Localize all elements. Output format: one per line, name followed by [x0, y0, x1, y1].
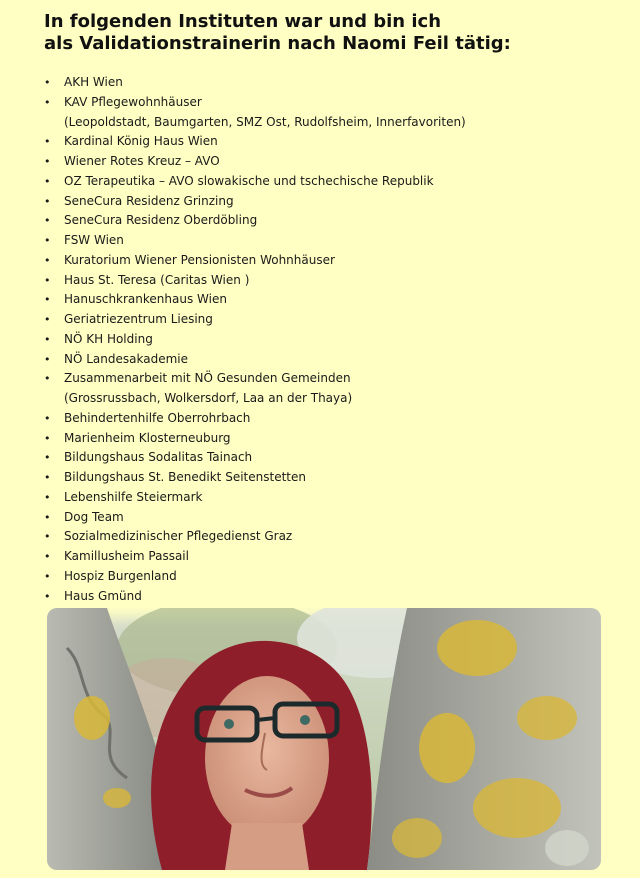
institute-label: Hospiz Burgenland [64, 568, 177, 583]
institute-label: NÖ Landesakademie [64, 351, 188, 366]
list-item [44, 508, 466, 528]
institute-label: Zusammenarbeit mit NÖ Gesunden Gemeinden [64, 371, 351, 386]
list-item [44, 547, 466, 567]
institute-label: Bildungshaus St. Benedikt Seitenstetten [64, 470, 306, 484]
heading-line-2: als Validationstrainerin nach Naomi Feil tätig: [44, 33, 511, 54]
institute-label: SeneCura Residenz Oberdöbling [64, 213, 258, 228]
list-item [44, 271, 466, 291]
list-item [44, 231, 466, 251]
institute-label: SeneCura Residenz Grinzing [64, 193, 234, 208]
institute-label: Wiener Rotes Kreuz – AVO [64, 154, 220, 168]
institute-label: Sozialmedizinischer Pflegedienst Graz [64, 529, 293, 544]
institute-label: Haus Gmünd [64, 588, 142, 603]
list-item [44, 172, 466, 192]
heading-line-1: In folgenden Instituten war und bin ich [44, 11, 442, 32]
bullet-icon: • [44, 569, 51, 583]
bullet-icon: • [44, 332, 51, 346]
bullet-icon: • [44, 372, 51, 386]
portrait-photo [47, 608, 601, 870]
bullet-icon: • [44, 510, 51, 524]
bullet-icon: • [44, 214, 51, 228]
institute-label: Hanuschkrankenhaus Wien [64, 292, 227, 307]
bullet-icon: • [44, 352, 51, 366]
bullet-icon: • [44, 431, 51, 445]
bullet-icon: • [44, 155, 51, 168]
list-item [44, 429, 466, 449]
institute-label: Marienheim Klosterneuburg [64, 430, 231, 445]
institute-label: Kamillusheim Passail [64, 549, 189, 563]
institute-sublocations: (Leopoldstadt, Baumgarten, SMZ Ost, Rudolfsheim, Innerfavoriten) [64, 114, 466, 129]
institute-label: Behindertenhilfe Oberrohrbach [64, 410, 251, 425]
bullet-icon: • [44, 273, 51, 287]
portrait-illustration [47, 608, 601, 870]
list-item [44, 211, 466, 231]
bullet-icon: • [44, 411, 51, 425]
list-item [44, 73, 466, 93]
institute-label: Lebenshilfe Steiermark [64, 489, 203, 504]
list-item [44, 251, 466, 271]
list-item [44, 448, 466, 468]
bullet-icon: • [44, 313, 51, 326]
institute-label: KAV Pflegewohnhäuser [64, 94, 202, 109]
list-item [44, 152, 466, 172]
list-item [44, 468, 466, 488]
bullet-icon: • [44, 589, 51, 603]
bullet-icon: • [44, 471, 51, 484]
list-item [44, 369, 466, 409]
list-item [44, 330, 466, 350]
bullet-icon: • [44, 550, 51, 563]
bullet-icon: • [44, 76, 51, 89]
institute-label: OZ Terapeutika – AVO slowakische und tschechische Republik [64, 173, 434, 188]
institute-label: AKH Wien [64, 75, 123, 89]
bullet-icon: • [44, 490, 51, 504]
bullet-icon: • [44, 293, 51, 307]
list-item [44, 409, 466, 429]
bullet-icon: • [44, 135, 51, 149]
list-item [44, 192, 466, 212]
institute-label: Dog Team [64, 509, 124, 524]
bullet-icon: • [44, 194, 51, 208]
institute-sublocations: (Grossrussbach, Wolkersdorf, Laa an der Thaya) [64, 391, 353, 405]
list-item [44, 310, 466, 330]
list-item [44, 567, 466, 587]
institute-label: Bildungshaus Sodalitas Tainach [64, 450, 253, 465]
institute-label: Haus St. Teresa (Caritas Wien ) [64, 272, 250, 287]
page-heading [44, 11, 624, 55]
institute-label: Kardinal König Haus Wien [64, 134, 218, 149]
list-item [44, 350, 466, 370]
institute-list [44, 73, 466, 606]
institute-label: Geriatriezentrum Liesing [64, 312, 213, 326]
list-item [44, 488, 466, 508]
list-item [44, 290, 466, 310]
list-item [44, 527, 466, 547]
list-item [44, 587, 466, 607]
list-item [44, 93, 466, 133]
bullet-icon: • [44, 530, 51, 544]
list-item [44, 132, 466, 152]
institute-label: NÖ KH Holding [64, 331, 153, 346]
bullet-icon: • [44, 253, 51, 267]
bullet-icon: • [44, 174, 51, 188]
bullet-icon: • [44, 234, 51, 247]
bullet-icon: • [44, 95, 51, 109]
bullet-icon: • [44, 451, 51, 465]
institute-label: FSW Wien [64, 233, 124, 247]
institute-label: Kuratorium Wiener Pensionisten Wohnhäuser [64, 252, 335, 267]
